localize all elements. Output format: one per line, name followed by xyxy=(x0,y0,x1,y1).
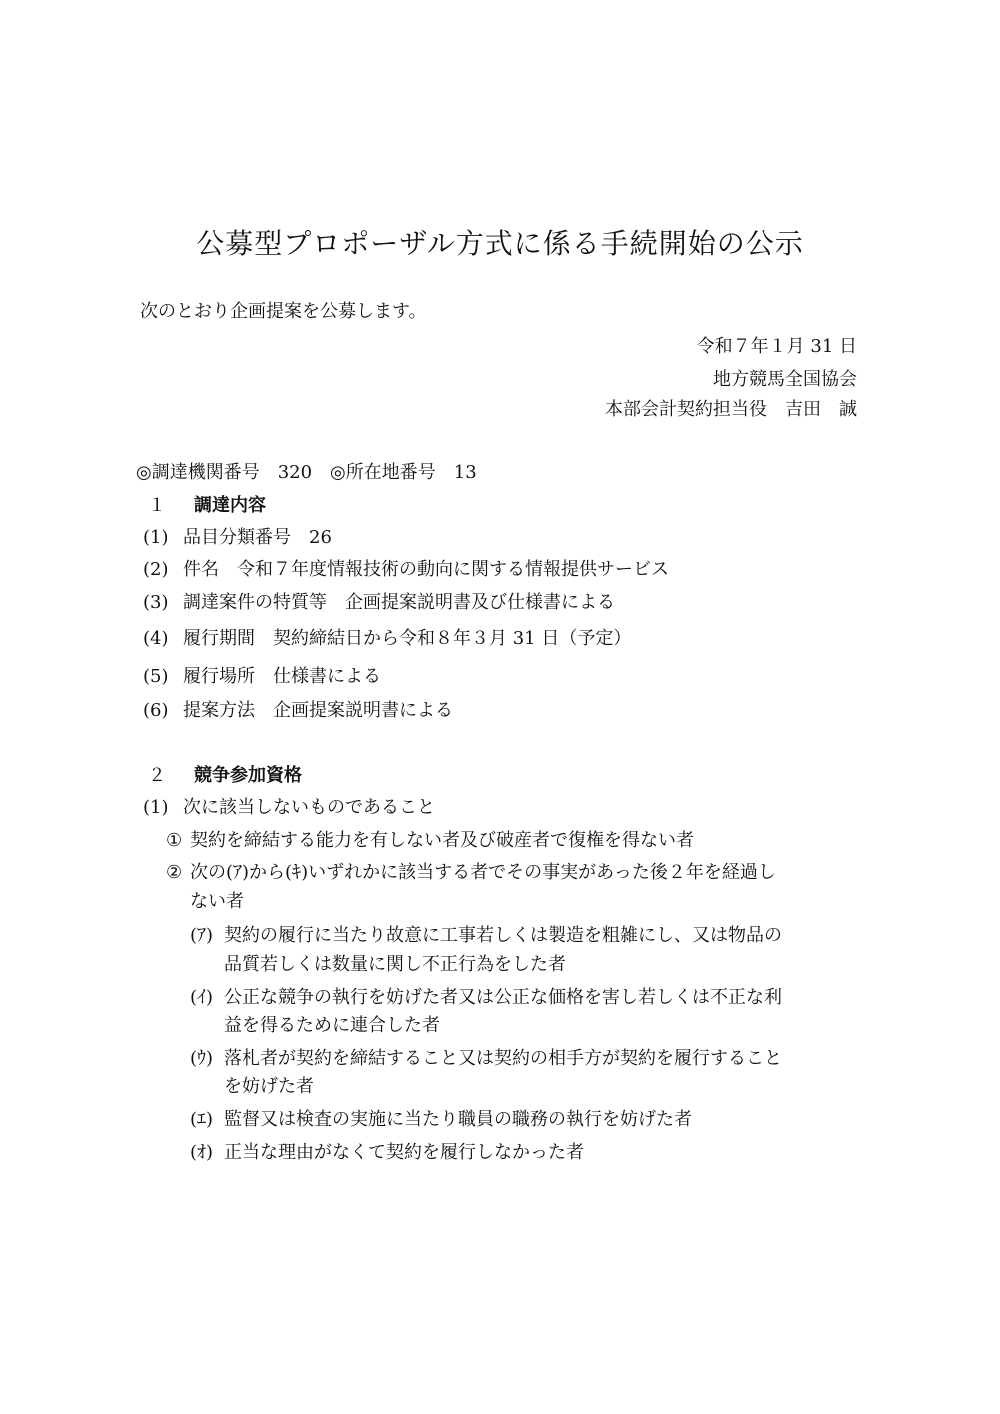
kana-item-u-line1 xyxy=(190,1047,782,1071)
item-number: (6) xyxy=(143,700,169,721)
section1-title: 調達内容 xyxy=(194,495,266,516)
kana-item-e xyxy=(190,1108,692,1132)
section1-item-4 xyxy=(143,627,631,651)
kana-number: (ｵ) xyxy=(190,1142,214,1163)
kana-item-u-line2: を妨げた者 xyxy=(224,1076,314,1097)
kana-item-i-line2: 益を得るために連合した者 xyxy=(224,1015,440,1036)
issue-date: 令和７年１月 31 日 xyxy=(696,336,857,357)
item-text: 履行期間 契約締結日から令和８年３月 31 日（予定） xyxy=(183,628,632,649)
section2-heading xyxy=(148,764,302,788)
section1-item-1 xyxy=(143,526,332,550)
item-text: 提案方法 企画提案説明書による xyxy=(183,700,453,721)
kana-number: (ｳ) xyxy=(190,1048,214,1069)
kana-number: (ｲ) xyxy=(190,987,214,1008)
item-number: (2) xyxy=(143,559,169,580)
subitem-text: 次の(ｱ)から(ｷ)いずれかに該当する者でその事実があった後２年を経過し xyxy=(190,862,776,883)
kana-number: (ｱ) xyxy=(190,925,214,946)
item-text: 件名 令和７年度情報技術の動向に関する情報提供サービス xyxy=(183,559,669,580)
procurement-codes: ◎調達機関番号 320 ◎所在地番号 13 xyxy=(136,462,477,483)
kana-item-o xyxy=(190,1141,584,1165)
section1-item-5 xyxy=(143,665,381,689)
item-text: 調達案件の特質等 企画提案説明書及び仕様書による xyxy=(183,592,615,613)
subitem-1 xyxy=(166,829,694,853)
kana-number: (ｴ) xyxy=(190,1109,214,1130)
item-text: 次に該当しないものであること xyxy=(183,797,435,818)
section1-item-2 xyxy=(143,558,669,582)
section1-item-6 xyxy=(143,699,453,723)
kana-text: 公正な競争の執行を妨げた者又は公正な価格を害し若しくは不正な利 xyxy=(224,987,782,1008)
kana-text: 契約の履行に当たり故意に工事若しくは製造を粗雑にし、又は物品の xyxy=(224,925,782,946)
section2-number: ２ xyxy=(148,765,166,786)
item-text: 履行場所 仕様書による xyxy=(183,666,381,687)
section2-item-1 xyxy=(143,796,435,820)
item-number: (4) xyxy=(143,628,169,649)
kana-text: 落札者が契約を締結すること又は契約の相手方が契約を履行すること xyxy=(224,1048,782,1069)
item-text: 品目分類番号 26 xyxy=(183,527,332,548)
subitem-number: ② xyxy=(166,862,183,883)
kana-text: 監督又は検査の実施に当たり職員の職務の執行を妨げた者 xyxy=(224,1109,692,1130)
subitem-2-line2: ない者 xyxy=(190,891,244,912)
issuer-officer: 本部会計契約担当役 吉田 誠 xyxy=(605,399,857,420)
section1-number: １ xyxy=(148,495,166,516)
document-title: 公募型プロポーザル方式に係る手続開始の公示 xyxy=(196,227,804,260)
kana-item-a-line1 xyxy=(190,924,782,948)
section1-heading xyxy=(148,494,266,518)
item-number: (5) xyxy=(143,666,169,687)
subitem-2-line1 xyxy=(166,861,776,885)
issuer-organization: 地方競馬全国協会 xyxy=(713,369,857,390)
subitem-number: ① xyxy=(166,830,183,851)
item-number: (1) xyxy=(143,797,169,818)
kana-item-a-line2: 品質若しくは数量に関し不正行為をした者 xyxy=(224,954,566,975)
kana-item-i-line1 xyxy=(190,986,782,1010)
section2-title: 競争参加資格 xyxy=(194,765,302,786)
kana-text: 正当な理由がなくて契約を履行しなかった者 xyxy=(224,1142,584,1163)
intro-text: 次のとおり企画提案を公募します。 xyxy=(140,301,427,322)
item-number: (3) xyxy=(143,592,169,613)
subitem-text: 契約を締結する能力を有しない者及び破産者で復権を得ない者 xyxy=(190,830,694,851)
section1-item-3 xyxy=(143,591,615,615)
item-number: (1) xyxy=(143,527,169,548)
